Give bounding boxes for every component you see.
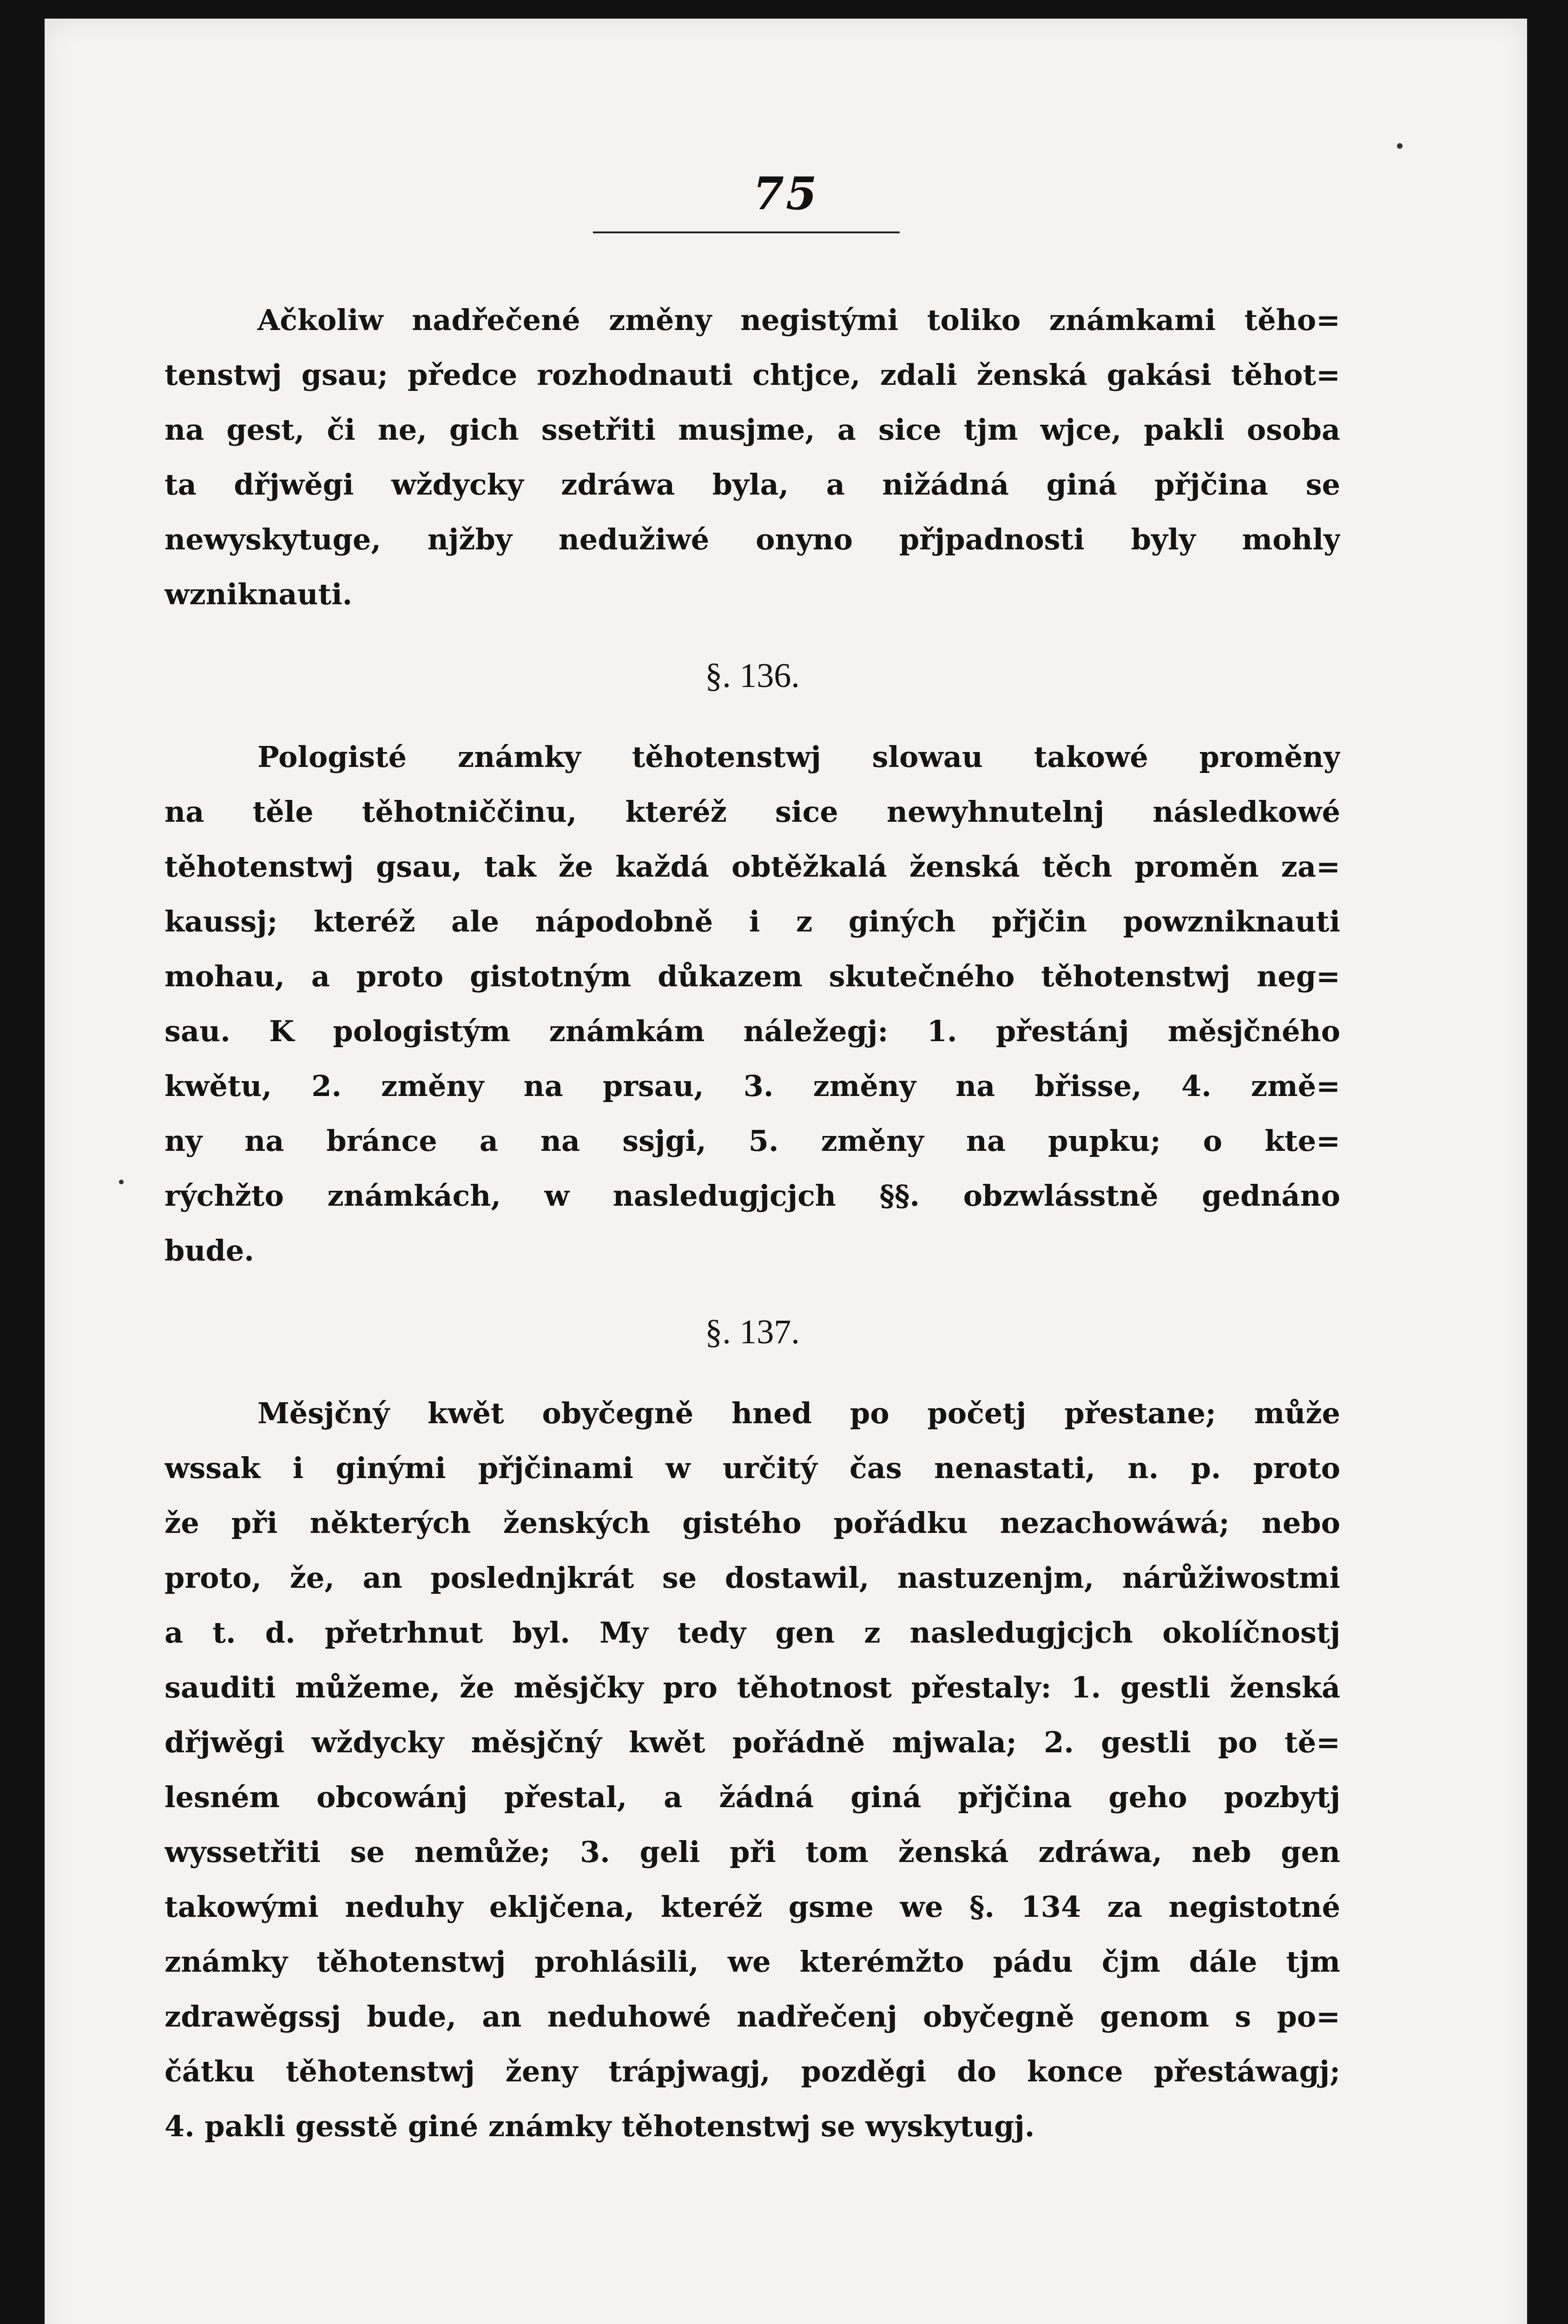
text-line: sau. K pologistým známkám náležegj: 1. přestánj měsjčného: [165, 1014, 1340, 1048]
text-line: že při některých ženských gistého pořádku nezachowáwá; nebo: [165, 1506, 1340, 1540]
text-line: zdrawěgssj bude, an neduhowé nadřečenj obyčegně genom s po=: [165, 2000, 1340, 2034]
text-line: bude.: [165, 1234, 254, 1268]
text-line: wzniknauti.: [165, 577, 353, 611]
text-line: na těle těhotniččinu, kteréž sice newyhnutelnj následkowé: [165, 795, 1340, 829]
text-line: proto, že, an poslednjkrát se dostawil, nastuzenjm, nárůžiwostmi: [165, 1561, 1340, 1595]
text-line: známky těhotenstwj prohlásili, we kterémžto pádu čjm dále tjm: [165, 1945, 1340, 1979]
text-line: takowými neduhy ekljčena, kteréž gsme we §. 134 za negistotné: [165, 1890, 1340, 1924]
text-line: ny na bránce a na ssjgi, 5. změny na pupku; o kte=: [165, 1124, 1340, 1158]
text-line: sauditi můžeme, že měsjčky pro těhotnost přestaly: 1. gestli ženská: [165, 1670, 1340, 1704]
text-line: kwětu, 2. změny na prsau, 3. změny na břisse, 4. změ=: [165, 1069, 1340, 1103]
page-number: 75: [753, 167, 819, 220]
text-line: newyskytuge, njžby nedužiwé onyno přjpadnosti byly mohly: [165, 522, 1340, 556]
book-page: [45, 19, 1527, 2324]
text-line: rýchžto známkách, w nasledugjcjch §§. obzwlásstně gednáno: [165, 1179, 1340, 1213]
section-heading-137: §. 137.: [705, 1313, 800, 1351]
text-line: a t. d. přetrhnut byl. My tedy gen z nasledugjcjch okolíčnostj: [165, 1616, 1340, 1650]
text-line: těhotenstwj gsau, tak že každá obtěžkalá ženská těch proměn za=: [165, 850, 1340, 884]
paragraph-136: [165, 730, 1340, 1278]
text-line: Měsjčný kwět obyčegně hned po početj přestane; může: [257, 1396, 1340, 1430]
text-line: na gest, či ne, gich ssetřiti musjme, a sice tjm wjce, pakli osoba: [165, 413, 1340, 447]
text-line: lesném obcowánj přestal, a žádná giná přjčina geho pozbytj: [165, 1780, 1340, 1814]
print-speck: [119, 1180, 124, 1184]
text-line: 4. pakli gesstě giné známky těhotenstwj se wyskytugj.: [165, 2109, 1035, 2143]
section-heading-136: §. 136.: [705, 657, 800, 695]
text-line: dřjwěgi wždycky měsjčný kwět pořádně mjwala; 2. gestli po tě=: [165, 1725, 1340, 1759]
text-line: wyssetřiti se nemůže; 3. geli při tom ženská zdráwa, neb gen: [165, 1835, 1340, 1869]
page-body: [165, 293, 1340, 2154]
text-line: kaussj; kteréž ale nápodobně i z giných přjčin powzniknauti: [165, 905, 1340, 938]
paragraph-intro: [165, 293, 1340, 622]
text-line: Ačkoliw nadřečené změny negistými toliko známkami těho=: [257, 303, 1340, 337]
text-line: Pologisté známky těhotenstwj slowau takowé proměny: [257, 740, 1340, 774]
text-line: ta dřjwěgi wždycky zdráwa byla, a nižádná giná přjčina se: [165, 468, 1340, 502]
text-line: wssak i ginými přjčinami w určitý čas nenastati, n. p. proto: [165, 1451, 1340, 1485]
text-line: čátku těhotenstwj ženy trápjwagj, pozděgi do konce přestáwagj;: [165, 2054, 1340, 2088]
page-header: [45, 167, 1527, 220]
paragraph-137: [165, 1386, 1340, 2154]
text-line: mohau, a proto gistotným důkazem skutečného těhotenstwj neg=: [165, 959, 1340, 993]
print-speck: [1397, 143, 1403, 149]
text-line: tenstwj gsau; předce rozhodnauti chtjce, zdali ženská gakási těhot=: [165, 358, 1340, 392]
header-rule: [593, 231, 900, 233]
